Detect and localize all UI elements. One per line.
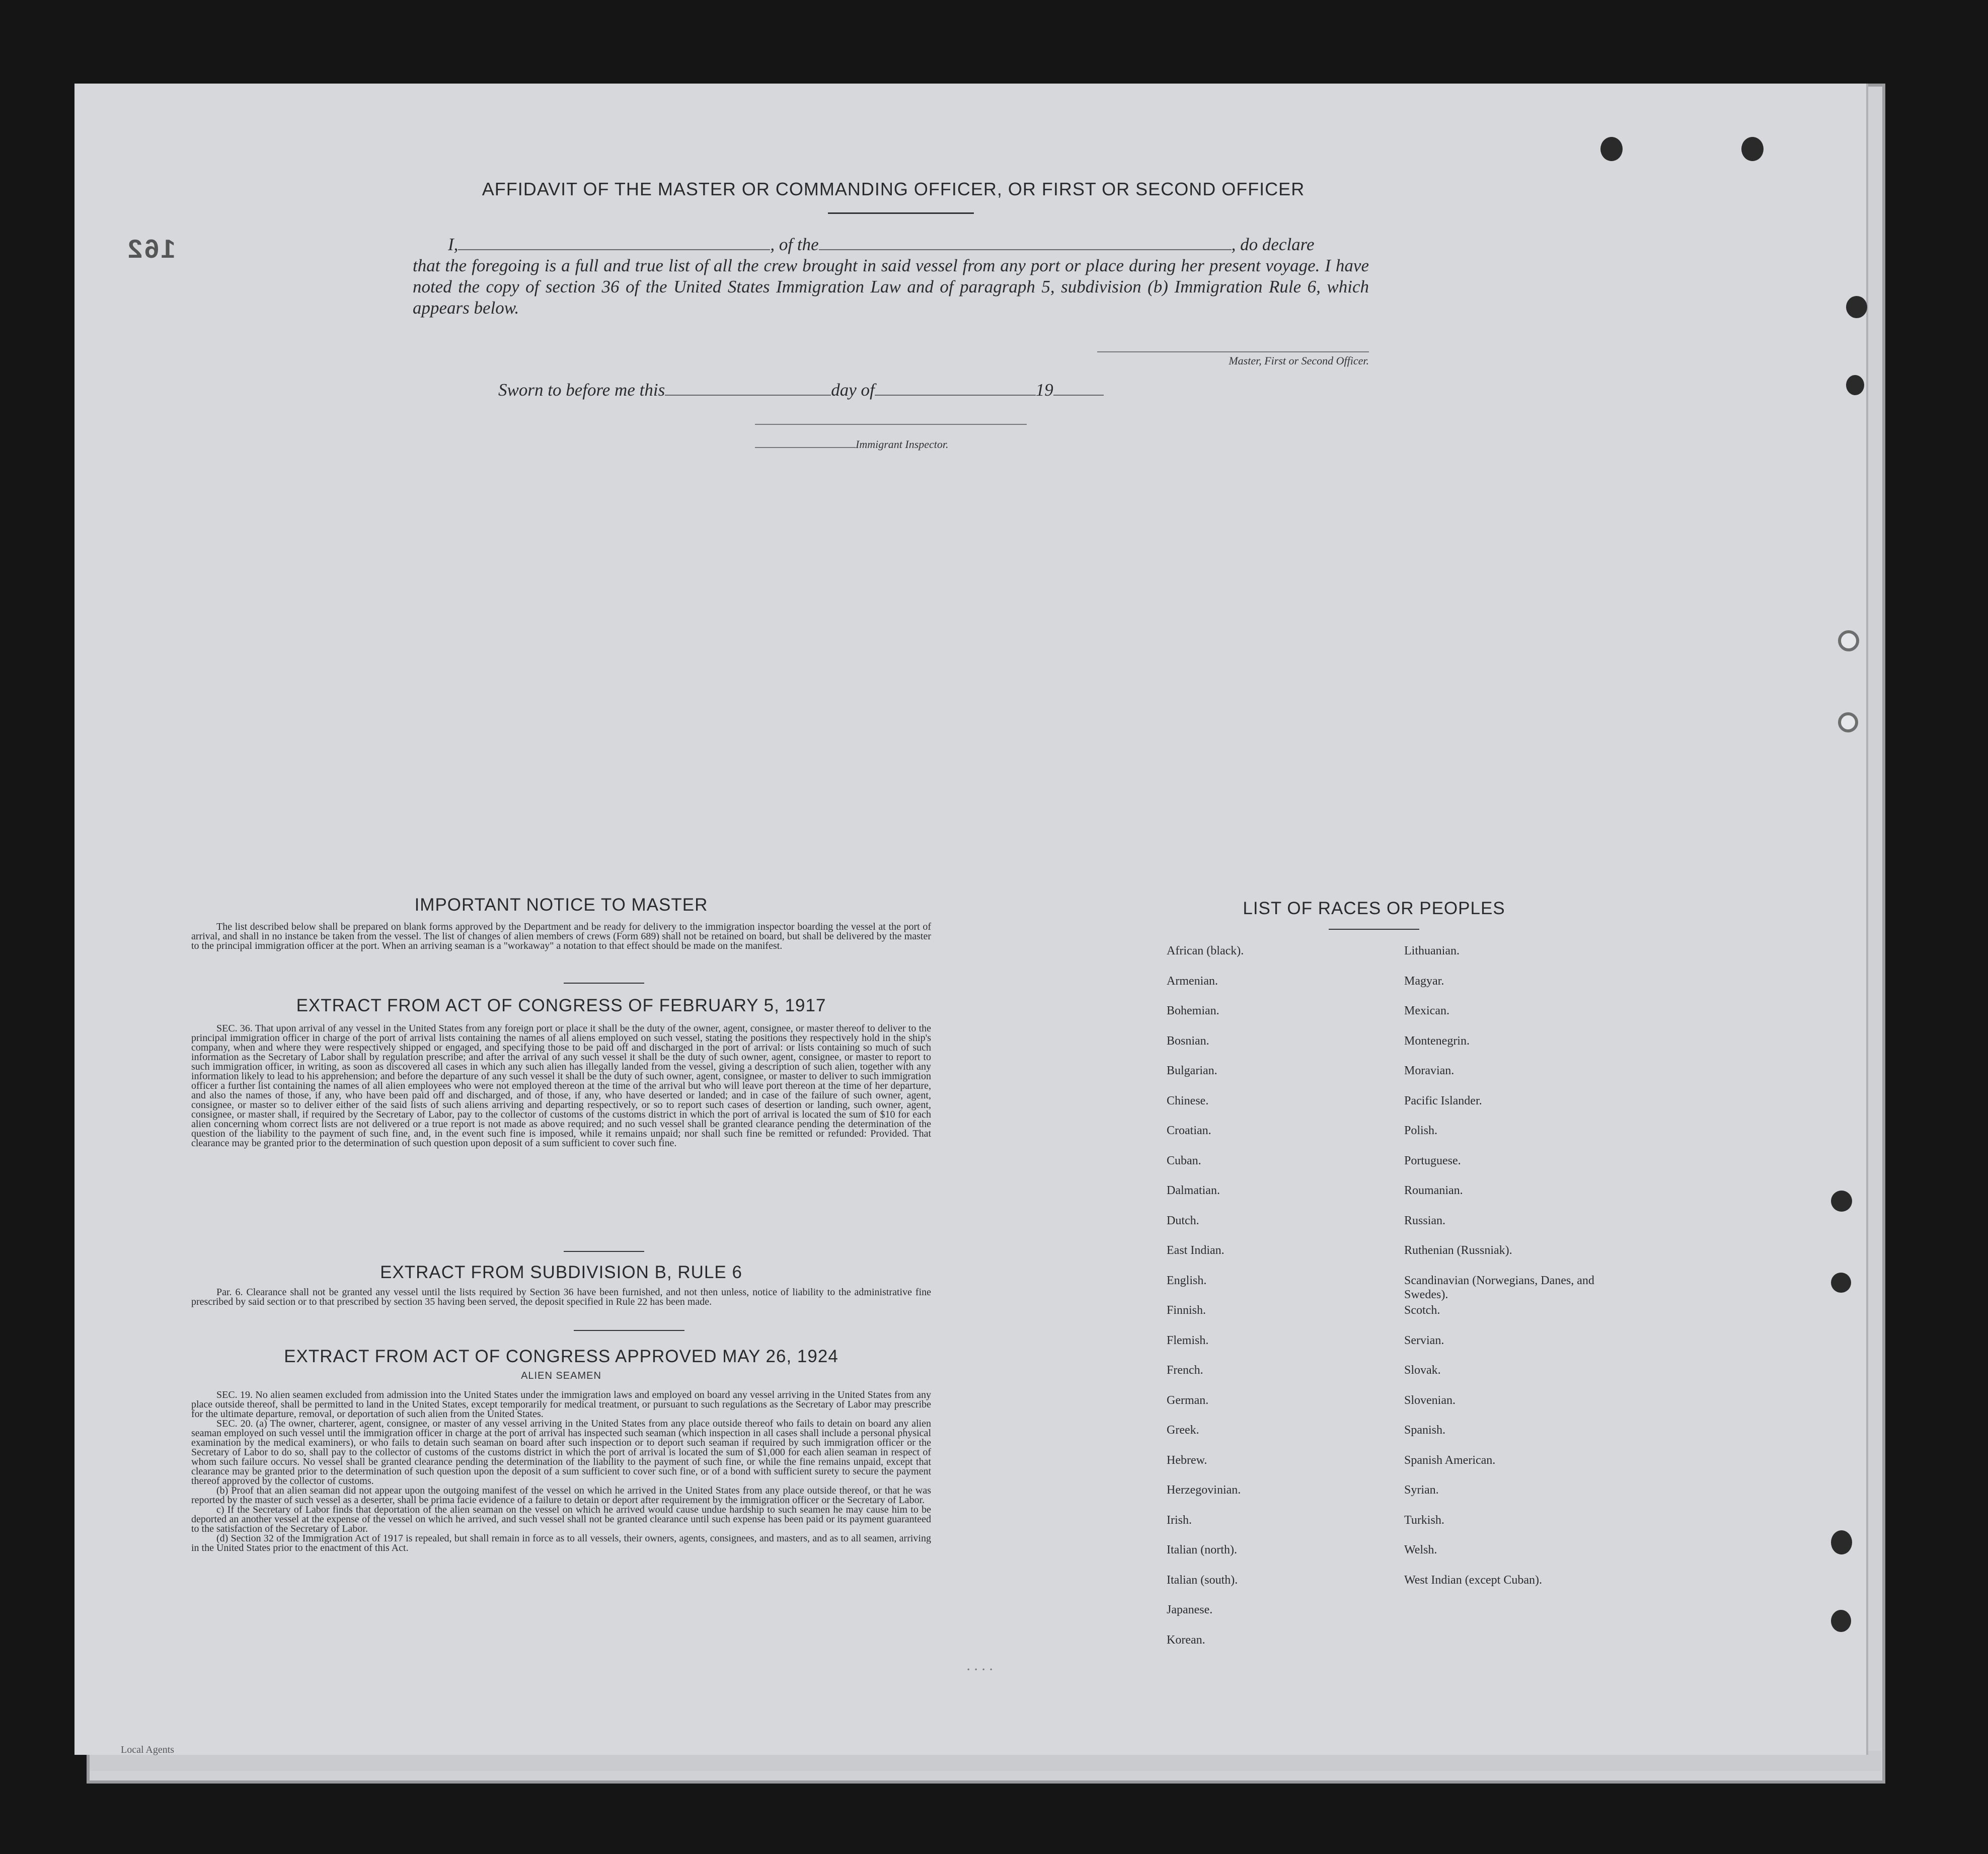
section-divider — [564, 1251, 644, 1252]
races-title: LIST OF RACES OR PEOPLES — [1243, 899, 1505, 918]
sworn-month-field[interactable] — [875, 381, 1036, 396]
vessel-name-field[interactable] — [819, 234, 1232, 250]
page-number: 162 — [126, 235, 176, 264]
declaration-do-declare: , do declare — [1231, 235, 1315, 254]
race-item: Flemish. — [1167, 1333, 1209, 1347]
inspector-name-field[interactable] — [755, 439, 856, 448]
punch-hole-icon — [1600, 137, 1623, 161]
race-item: Turkish. — [1404, 1513, 1444, 1527]
extract-rule6-paragraph: Par. 6. Clearance shall not be granted any vessel until the lists required by Section 36 have been furnished, and not then unless, notice of liability to the administrative fine prescribed by said section or to that prescribed by section 35 having been served, the deposit specified in Rule 22 has been made. — [191, 1287, 931, 1307]
extract-1917-text — [191, 1024, 931, 1148]
master-name-field[interactable] — [458, 234, 770, 250]
punch-hole-icon — [1838, 712, 1858, 732]
race-item: Mexican. — [1404, 1004, 1449, 1017]
race-item: Finnish. — [1167, 1304, 1206, 1317]
race-item: Syrian. — [1404, 1484, 1439, 1497]
extract-rule6-title: EXTRACT FROM SUBDIVISION B, RULE 6 — [380, 1263, 742, 1282]
race-item: Herzegovinian. — [1167, 1484, 1241, 1497]
punch-hole-icon — [1846, 296, 1867, 318]
races-column-1 — [1167, 944, 1378, 1663]
punch-hole-icon — [1831, 1610, 1851, 1632]
race-item: Italian (south). — [1167, 1573, 1238, 1587]
inspector-label-text: Immigrant Inspector. — [856, 438, 949, 451]
punch-hole-icon — [1831, 1191, 1852, 1212]
year-prefix: 19 — [1035, 380, 1053, 400]
punch-hole-icon — [1846, 375, 1864, 395]
master-signature-line[interactable]: Master, First or Second Officer. — [1097, 351, 1369, 367]
extract-1924-sec20b: (b) Proof that an alien seaman did not appear upon the outgoing manifest of the vessel on which he arrived in the United States from any place outside thereof, or that he was reported by the master of such vessel as a deserter, shall be prima facie evidence of a failure to detain or deport after requirement by the immigration officer or the Secretary of Labor. — [191, 1485, 931, 1506]
title-divider — [828, 212, 974, 214]
race-item: Scandinavian (Norwegians, Danes, and Swedes). — [1404, 1274, 1594, 1301]
inspector-signature-line[interactable] — [755, 424, 1027, 425]
race-item: Japanese. — [1167, 1603, 1213, 1616]
punch-hole-icon — [1838, 630, 1859, 651]
race-item: Cuban. — [1167, 1154, 1201, 1167]
notice-paragraph: The list described below shall be prepared on blank forms approved by the Department and be ready for delivery to the immigration inspector boarding the vessel at the port of arrival, and shall in no instance be taken from the vessel. The list of changes of alien members of crews (Form 689) shall not be retained on board, but shall be delivered by the master to the principal immigration officer at the port. When an arriving seaman is a "workaway" a notation to that effect should be made on the manifest. — [191, 921, 931, 951]
race-item: Irish. — [1167, 1513, 1192, 1527]
race-item: West Indian (except Cuban). — [1404, 1573, 1542, 1587]
race-item: Dutch. — [1167, 1214, 1199, 1227]
race-item: Bosnian. — [1167, 1034, 1209, 1048]
affidavit-title: AFFIDAVIT OF THE MASTER OR COMMANDING OFFICER, OR FIRST OR SECOND OFFICER — [482, 179, 1305, 199]
race-item: Slovak. — [1404, 1364, 1441, 1377]
affidavit-declaration — [413, 234, 1369, 319]
race-item: Welsh. — [1404, 1543, 1437, 1556]
declaration-of-the: , of the — [770, 235, 819, 254]
race-item: Dalmatian. — [1167, 1184, 1220, 1197]
inspector-label — [755, 438, 956, 451]
notice-title: IMPORTANT NOTICE TO MASTER — [414, 895, 708, 915]
race-item: Croatian. — [1167, 1124, 1211, 1137]
extract-1924-title: EXTRACT FROM ACT OF CONGRESS APPROVED MAY 26, 1924 — [284, 1347, 838, 1366]
footer-note: Local Agents — [121, 1744, 175, 1755]
race-item: English. — [1167, 1274, 1207, 1287]
race-item: Servian. — [1404, 1333, 1444, 1347]
race-item: Russian. — [1404, 1214, 1446, 1227]
punch-hole-icon — [1831, 1530, 1852, 1554]
extract-1924-text — [191, 1390, 931, 1553]
race-item: French. — [1167, 1364, 1203, 1377]
race-item: Armenian. — [1167, 974, 1218, 988]
extract-1924-sec20c: c) If the Secretary of Labor finds that deportation of the alien seaman on the vessel on which he arrived would cause undue hardship to such seamen he may cause him to be deported an another vessel at the expense of the vessel on which he arrived, and such vessel shall not be granted clearance until such expense has been paid or its payment guaranteed to the satisfaction of the Secretary of Labor. — [191, 1504, 931, 1534]
race-item: Roumanian. — [1404, 1184, 1463, 1197]
sworn-year-field[interactable] — [1053, 381, 1104, 396]
sworn-line — [498, 380, 1203, 400]
race-item: Magyar. — [1404, 974, 1444, 988]
day-of-text: day of — [831, 380, 875, 400]
race-item: Korean. — [1167, 1633, 1205, 1647]
race-item: East Indian. — [1167, 1244, 1225, 1257]
extract-1917-title: EXTRACT FROM ACT OF CONGRESS OF FEBRUARY 5, 1917 — [296, 996, 826, 1015]
race-item: Chinese. — [1167, 1094, 1209, 1107]
race-item: Bulgarian. — [1167, 1064, 1217, 1077]
race-item: Ruthenian (Russniak). — [1404, 1244, 1512, 1257]
race-item: Portuguese. — [1404, 1154, 1461, 1167]
races-column-2 — [1404, 944, 1616, 1603]
extract-rule6-text — [191, 1288, 931, 1307]
race-item: Polish. — [1404, 1124, 1438, 1137]
race-item: Greek. — [1167, 1424, 1199, 1437]
section-divider — [574, 1330, 684, 1331]
race-item: German. — [1167, 1393, 1209, 1407]
extract-1924-sec20d: (d) Section 32 of the Immigration Act of 1917 is repealed, but shall remain in force as to all vessels, their owners, agents, consignees, and masters, and as to all seamen, arriving in the United States prior to the enactment of this Act. — [191, 1533, 931, 1553]
race-item: Moravian. — [1404, 1064, 1455, 1077]
race-item: Spanish. — [1404, 1424, 1446, 1437]
sworn-text: Sworn to before me this — [498, 380, 665, 400]
race-item: Spanish American. — [1404, 1453, 1496, 1467]
race-item: Slovenian. — [1404, 1393, 1456, 1407]
punch-hole-icon — [1831, 1273, 1851, 1293]
extract-1924-sec19: SEC. 19. No alien seamen excluded from admission into the United States under the immigration laws and employed on board any vessel arriving in the United States from any place outside thereof, shall be permitted to land in the United States, except temporarily for medical treatment, or pursuant to such regulations as the Secretary of Labor may prescribe for the ultimate departure, removal, or deportation of such alien from the United States. — [191, 1389, 931, 1420]
extract-1917-paragraph: SEC. 36. That upon arrival of any vessel in the United States from any foreign port or place it shall be the duty of the owner, agent, consignee, or master thereof to deliver to the principal immigration officer in charge of the port of arrival lists containing the names of all aliens employed on such vessel, stating the positions they respectively hold in the ship's company, when and where they were respectively shipped or engaged, and specifying those to be paid off and discharged in the port of arrival: or lists containing so much of such information as the Secretary of Labor shall by regulation prescribe; and after the arrival of any such vessel it shall be the duty of such owner, agent, consignee, or master to report to such immigration officer, in writing, as soon as discovered all cases in which any such alien has illegally landed from the vessel, giving a description of such alien, together with any information likely to lead to his apprehension; and before the departure of any such vessel it shall be the duty of such owner, agent, consignee, or master to deliver to such immigration officer a further list containing the names of all alien employees who were not employed thereon at the time of the arrival but who will leave port thereon at the time of her departure, and also the names of those, if any, who have been paid off and discharged, and of those, if any, who have deserted or landed; and in case of the failure of such owner, agent, consignee, or master so to deliver either of the said lists of such aliens arriving and departing respectively, or so to report such cases of desertion or landing, such owner, agent, consignee, or master shall, if required by the Secretary of Labor, pay to the collector of customs of the customs district in which the port of arrival is located the sum of $10 for each alien concerning whom correct lists are not delivered or a true report is not made as above required; and no such vessel shall be granted clearance pending the determination of the question of the liability to the payment of such fine, and, in the event such fine is imposed, while it remains unpaid; nor shall such fine be remitted or refunded: Provided. That clearance may be granted prior to the determination of such question upon deposit of a sum sufficient to cover such fine. — [191, 1023, 931, 1149]
declaration-text: that the foregoing is a full and true list of all the crew brought in said vessel from any port or place during her present voyage. I have noted the copy of section 36 of the United States Immigration Law and of paragraph 5, subdivision (b) Immigration Rule 6, which appears below. — [413, 256, 1369, 318]
race-item: Italian (north). — [1167, 1543, 1237, 1556]
faint-stamp-mark: · · · · — [966, 1661, 993, 1678]
race-item: Scotch. — [1404, 1304, 1440, 1317]
section-divider — [564, 983, 644, 984]
races-divider — [1329, 929, 1419, 930]
race-item: Bohemian. — [1167, 1004, 1219, 1017]
punch-hole-icon — [1741, 137, 1764, 161]
race-item: Montenegrin. — [1404, 1034, 1470, 1048]
notice-text — [191, 922, 931, 951]
extract-1924-subtitle: ALIEN SEAMEN — [521, 1370, 601, 1381]
extract-1924-sec20a: SEC. 20. (a) The owner, charterer, agent, consignee, or master of any vessel arriving in the United States from any place outside thereof who fails to detain on board any alien seaman employed on such vessel until the immigration officer in charge at the port of arrival has inspected such seaman (which inspection in all cases shall include a personal physical examination by the medical examiners), or who fails to detain such seaman on board after such inspection or to deport such seaman if required by such immigration officer or the Secretary of Labor to do so, shall pay to the collector of customs of the customs district in which the port of arrival is located the sum of $1,000 for each alien seaman in respect of whom such failure occurs. No vessel shall be granted clearance pending the determination of the liability to the payment of such fine, or while the fine remains unpaid, except that clearance may be granted prior to the determination of such question upon the deposit of a sum sufficient to cover such fine, or of a bond with sufficient surety to secure the payment thereof approved by the collector of customs. — [191, 1418, 931, 1487]
race-item: African (black). — [1167, 944, 1244, 957]
sworn-day-field[interactable] — [665, 381, 831, 396]
race-item: Pacific Islander. — [1404, 1094, 1482, 1107]
declaration-i: I, — [448, 235, 458, 254]
race-item: Lithuanian. — [1404, 944, 1460, 957]
race-item: Hebrew. — [1167, 1453, 1207, 1467]
